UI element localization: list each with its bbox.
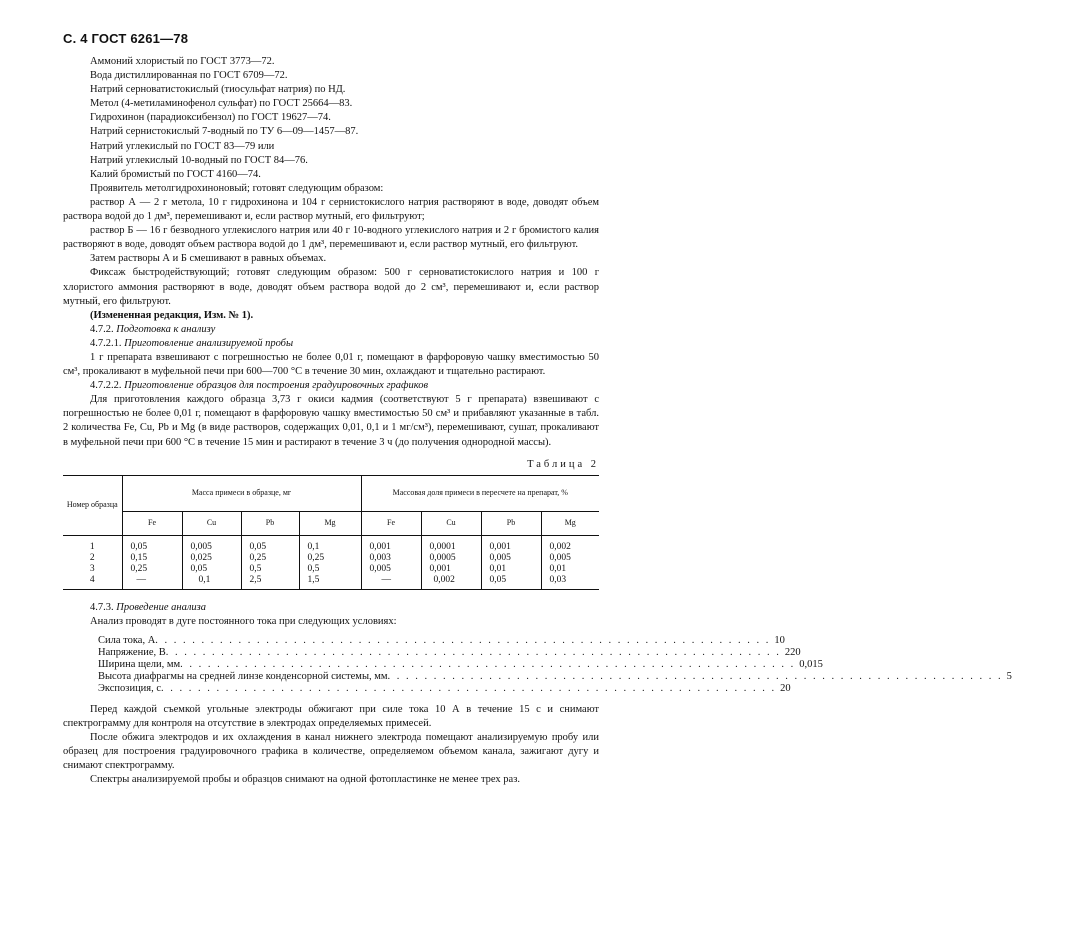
cell-mass-fe: 0,05: [122, 535, 182, 553]
col-mg-mass: Mg: [299, 511, 361, 535]
reagent-item: Натрий углекислый по ГОСТ 83—79 или: [90, 140, 275, 152]
reagent-list: [63, 55, 599, 196]
page-header: С. 4 ГОСТ 6261—78: [63, 31, 189, 46]
cell-mass-cu: 0,1: [182, 575, 241, 590]
table-row: [63, 575, 599, 590]
condition-label: Напряжение, В: [98, 646, 166, 658]
edition-note: (Измененная редакция, Изм. № 1).: [90, 309, 254, 321]
reagent-item: Метол (4-метиламинофенол сульфат) по ГОСТ 25664—83.: [90, 98, 353, 110]
sample-prep-paragraph: 1 г препарата взвешивают с погрешностью не более 0,01 г, помещают в фарфоровую чашку вместимостью 50 см³, прокаливают в муфельной печи при 600—700 °С в течение 30 мин, охлаждают и тщательно растирают.: [63, 351, 599, 378]
cell-mass-fe: 0,15: [122, 553, 182, 564]
table-row: [63, 535, 599, 553]
condition-row: Экспозиция, с . . . . . . . . . . . . . . . . . . . . . . . . . . . . . . . . . . . . . . . . . . . . . . . . . . . . . . . . . . . . . . . . . . . 20: [98, 683, 538, 695]
cell-sample-number: 2: [89, 552, 95, 563]
cell-sample-number: 3: [89, 563, 95, 574]
condition-label: Ширина щели, мм: [98, 658, 181, 670]
section-4-7-2-heading: [63, 323, 599, 337]
section-number: 4.7.2.2.: [90, 380, 122, 392]
col-group-mass: Масса примеси в образце, мг: [122, 475, 361, 511]
spectra-paragraph: Спектры анализируемой пробы и образцов снимают на одной фотопластинке не менее трех раз.: [90, 774, 520, 786]
reagent-item: Вода дистиллированная по ГОСТ 6709—72.: [90, 70, 288, 82]
col-cu-fraction: Cu: [421, 511, 481, 535]
cell-frac-cu: 0,0001: [421, 535, 481, 553]
cell-mass-mg: 1,5: [299, 575, 361, 590]
analysis-conditions: [98, 634, 1012, 695]
cell-frac-fe: 0,003: [361, 553, 421, 564]
section-4-7-2-2-heading: [63, 379, 599, 393]
cell-frac-pb: 0,05: [481, 575, 541, 590]
cell-frac-mg: 0,002: [541, 535, 599, 553]
section-number: 4.7.3.: [90, 601, 114, 613]
cell-mass-pb: 0,05: [241, 535, 299, 553]
analysis-intro: Анализ проводят в дуге постоянного тока при следующих условиях:: [90, 615, 397, 627]
condition-row: Сила тока, А . . . . . . . . . . . . . . . . . . . . . . . . . . . . . . . . . . . . . . . . . . . . . . . . . . . . . . . . . . . . . . . . . . . 10: [98, 635, 538, 647]
calibration-prep-paragraph: Для приготовления каждого образца 3,73 г окиси кадмия (соответствуют 5 г препарата) взвешивают с погрешностью не более 0,01 г, помещают в фарфоровую чашку вместимостью 50 см³ и прибавляют указанные в табл. 2 количества Fe, Cu, Pb и Mg (в виде растворов, содержащих 0,01, 0,1 и 1 мг/см³), перемешивают, сушат, прокаливают в муфельной печи при 600 °С в течение 15 мин и растирают в течение 3 ч (до получения однородной массы).: [63, 394, 599, 448]
after-firing-paragraph: После обжига электродов и их охлаждения в канал нижнего электрода помещают анализируемую пробу или образец для построения градуировочного графика в количестве, определяемом объемом канала, зажигают дугу и снимают спектрограмму.: [63, 732, 599, 772]
condition-value: 5: [1006, 670, 1012, 682]
condition-row: Высота диафрагмы на средней линзе конденсорной системы, мм . . . . . . . . . . . . . . . . . . . . . . . . . . . . . . . . . . . . . . . . . . . . . . . . . . . . . . . . . . . . . . . . . . . 5: [98, 671, 538, 683]
col-pb-fraction: Pb: [481, 511, 541, 535]
col-sample-number: Номер образца: [63, 475, 122, 535]
table-row: [63, 553, 599, 564]
cell-mass-fe: 0,25: [122, 564, 182, 575]
condition-value: 10: [774, 634, 785, 646]
cell-frac-fe: 0,005: [361, 564, 421, 575]
fixer-paragraph: Фиксаж быстродействующий; готовят следующим образом: 500 г серноватистокислого натрия и 100 г хлористого аммония растворяют в воде, доводят объем раствора водой до 2 см³, перемешивают и, если раствор мутный, его фильтруют.: [63, 267, 599, 307]
solution-a-paragraph: раствор А — 2 г метола, 10 г гидрохинона и 104 г сернистокислого натрия растворяют в воде, доводят объем раствора водой до 1 дм³, перемешивают и, если раствор мутный, его фильтруют;: [63, 196, 599, 223]
section-number: 4.7.2.: [90, 323, 114, 335]
cell-mass-pb: 2,5: [241, 575, 299, 590]
section-title: Приготовление образцов для построения градуировочных графиков: [124, 380, 429, 392]
cell-frac-fe: —: [361, 575, 421, 590]
reagent-item: Проявитель метолгидрохиноновый; готовят следующим образом:: [90, 182, 384, 194]
reagent-item: Гидрохинон (парадиоксибензол) по ГОСТ 19627—74.: [90, 112, 331, 124]
document-body: [63, 55, 1012, 787]
condition-label: Сила тока, А: [98, 634, 156, 646]
cell-mass-mg: 0,5: [299, 564, 361, 575]
cell-mass-pb: 0,25: [241, 553, 299, 564]
table-row: [63, 564, 599, 575]
cell-frac-pb: 0,005: [481, 553, 541, 564]
cell-frac-pb: 0,01: [481, 564, 541, 575]
electrodes-paragraph: Перед каждой съемкой угольные электроды обжигают при силе тока 10 А в течение 15 с и снимают спектрограмму для контроля на отсутствие в электродах определяемых примесей.: [63, 703, 599, 729]
section-4-7-2-1-heading: [63, 337, 599, 351]
cell-frac-fe: 0,001: [361, 535, 421, 553]
col-mg-fraction: Mg: [541, 511, 599, 535]
cell-frac-mg: 0,005: [541, 553, 599, 564]
cell-frac-cu: 0,001: [421, 564, 481, 575]
cell-frac-pb: 0,001: [481, 535, 541, 553]
table-caption: Таблица 2: [527, 458, 599, 470]
section-title: Подготовка к анализу: [116, 323, 216, 335]
solution-b-paragraph: раствор Б — 16 г безводного углекислого натрия или 40 г 10-водного углекислого натрия и 2 г бромистого калия растворяют в воде, доводят объем раствора водой до 1 дм³, перемешивают и, если раствор мутный, его фильтруют.: [63, 225, 599, 251]
col-cu-mass: Cu: [182, 511, 241, 535]
cell-sample-number: 4: [89, 574, 95, 585]
reagent-item: Натрий углекислый 10-водный по ГОСТ 84—76.: [90, 154, 308, 166]
cell-frac-mg: 0,03: [541, 575, 599, 590]
condition-value: 0,015: [799, 658, 823, 670]
condition-row: Ширина щели, мм . . . . . . . . . . . . . . . . . . . . . . . . . . . . . . . . . . . . . . . . . . . . . . . . . . . . . . . . . . . . . . . . . . . 0,015: [98, 659, 538, 671]
condition-label: Высота диафрагмы на средней линзе конденсорной системы, мм: [98, 670, 388, 682]
cell-mass-cu: 0,005: [182, 535, 241, 553]
cell-mass-mg: 0,25: [299, 553, 361, 564]
section-number: 4.7.2.1.: [90, 337, 122, 349]
col-fe-mass: Fe: [122, 511, 182, 535]
section-title: Приготовление анализируемой пробы: [124, 337, 294, 349]
reagent-item: Калий бромистый по ГОСТ 4160—74.: [90, 168, 261, 180]
reagent-item: Аммоний хлористый по ГОСТ 3773—72.: [90, 56, 275, 67]
col-group-fraction: Массовая доля примеси в пересчете на препарат, %: [361, 475, 599, 511]
col-pb-mass: Pb: [241, 511, 299, 535]
condition-row: Напряжение, В . . . . . . . . . . . . . . . . . . . . . . . . . . . . . . . . . . . . . . . . . . . . . . . . . . . . . . . . . . . . . . . . . . . 220: [98, 647, 538, 659]
reagent-item: Натрий сернистокислый 7-водный по ТУ 6—09—1457—87.: [90, 126, 359, 138]
cell-mass-mg: 0,1: [299, 535, 361, 553]
cell-mass-fe: —: [122, 575, 182, 590]
condition-value: 20: [780, 682, 791, 694]
cell-mass-pb: 0,5: [241, 564, 299, 575]
col-fe-fraction: Fe: [361, 511, 421, 535]
cell-sample-number: 1: [89, 541, 95, 552]
section-4-7-3-heading: [63, 601, 599, 615]
section-title: Проведение анализа: [116, 601, 207, 613]
cell-mass-cu: 0,025: [182, 553, 241, 564]
cell-mass-cu: 0,05: [182, 564, 241, 575]
mix-paragraph: Затем растворы А и Б смешивают в равных объемах.: [90, 253, 327, 265]
condition-value: 220: [784, 646, 801, 658]
cell-frac-mg: 0,01: [541, 564, 599, 575]
reagent-item: Натрий серноватистокислый (тиосульфат натрия) по НД.: [90, 84, 346, 96]
cell-frac-cu: 0,002: [421, 575, 481, 590]
impurity-table: [63, 475, 599, 590]
condition-label: Экспозиция, с: [98, 682, 162, 694]
cell-frac-cu: 0,0005: [421, 553, 481, 564]
